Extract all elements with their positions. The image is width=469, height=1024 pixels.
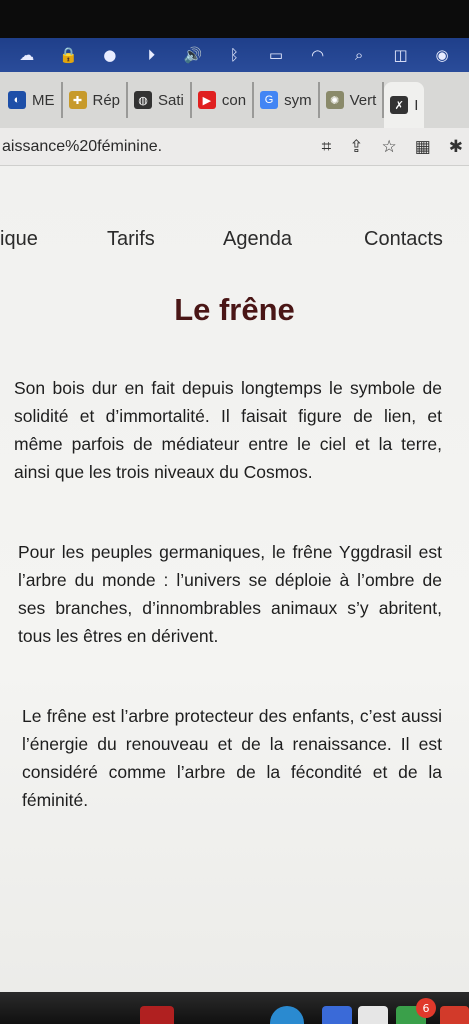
nav-item-agenda[interactable]: Agenda [223, 228, 292, 250]
tab-label: I [414, 96, 419, 114]
tab-label: sym [284, 91, 312, 109]
browser-tab-active[interactable] [384, 82, 424, 128]
browser-tab-bar [0, 72, 469, 128]
dock-app-icon[interactable] [322, 1006, 352, 1024]
wifi-icon[interactable]: ◠ [310, 46, 325, 64]
web-page [0, 166, 469, 992]
tab-label: ME [32, 91, 55, 109]
google-icon: G [260, 91, 278, 109]
dock-app-icon[interactable] [140, 1006, 174, 1024]
bookmark-star-icon[interactable]: ☆ [381, 136, 397, 157]
contrast-icon: ◐ [8, 91, 26, 109]
article-paragraph: Son bois dur en fait depuis longtemps le symbole de solidité et d’immortalité. Il faisait figure de lien, et même parfois de médiateur entre le ciel et la terre, ainsi que les trois niveaux du Cosmos. [14, 378, 442, 482]
share-icon[interactable]: ⇪ [349, 136, 364, 157]
dock-app-icon[interactable] [440, 1006, 469, 1024]
play-icon[interactable]: ⏵ [147, 46, 156, 64]
tab-label: con [221, 91, 247, 109]
cloud-alert-icon[interactable]: ☁ [19, 46, 35, 64]
system-menubar [0, 38, 469, 72]
dock-app-icon[interactable] [270, 1006, 304, 1024]
qr-code-icon[interactable]: ▦ [414, 136, 431, 157]
site-navigation [0, 228, 469, 258]
avatar-icon[interactable]: ● [103, 46, 117, 64]
article-paragraph: Pour les peuples germaniques, le frêne Yggdrasil est l’arbre du monde : l’univers se déploie à l’ombre de ses branches, d’innombrables animaux s’y abritent, tous les êtres en dérivent. [18, 542, 442, 646]
volume-icon[interactable]: 🔊 [183, 46, 203, 64]
siri-icon[interactable]: ◉ [435, 46, 449, 64]
control-center-icon[interactable]: ◫ [393, 46, 408, 64]
browser-tab[interactable] [192, 82, 254, 118]
search-icon[interactable]: ⌕ [354, 46, 364, 64]
nav-item-tarifs[interactable]: Tarifs [107, 228, 155, 250]
globe-icon: ◍ [134, 91, 152, 109]
lock-icon[interactable]: 🔒 [58, 46, 78, 64]
browser-tab[interactable] [128, 82, 192, 118]
nav-item[interactable]: ique [0, 228, 38, 250]
address-bar-tools [322, 137, 469, 157]
url-text[interactable]: aissance%20féminine. [2, 137, 163, 155]
bluetooth-icon[interactable]: ᛒ [229, 46, 239, 64]
tab-label: Sati [158, 91, 184, 109]
address-bar[interactable] [0, 128, 469, 166]
page-title: Le frêne [174, 292, 295, 327]
tab-label: Rép [92, 91, 121, 109]
figure-icon: ✗ [390, 96, 408, 114]
tree-icon: ✺ [326, 91, 344, 109]
browser-tab[interactable] [320, 82, 385, 118]
translate-icon[interactable]: ⌗ [321, 136, 332, 157]
puzzle-icon: ✚ [69, 91, 87, 109]
notification-badge: 6 [416, 998, 436, 1018]
dock [0, 992, 469, 1024]
tab-label: Vert [349, 91, 377, 109]
article-paragraph: Le frêne est l’arbre protecteur des enfants, c’est aussi l’énergie du renouveau et de la renaissance. Il est considéré comme l’arbre de la fécondité et de la féminité. [22, 706, 442, 810]
extensions-icon[interactable]: ✱ [448, 136, 463, 157]
nav-item-contacts[interactable]: Contacts [364, 228, 443, 250]
battery-icon[interactable]: ▭ [268, 46, 284, 64]
browser-tab[interactable] [254, 82, 320, 118]
dock-app-icon[interactable] [358, 1006, 388, 1024]
youtube-icon: ▶ [198, 91, 216, 109]
browser-tab[interactable] [2, 82, 63, 118]
browser-tab[interactable] [63, 82, 129, 118]
screen-bezel [0, 0, 469, 38]
